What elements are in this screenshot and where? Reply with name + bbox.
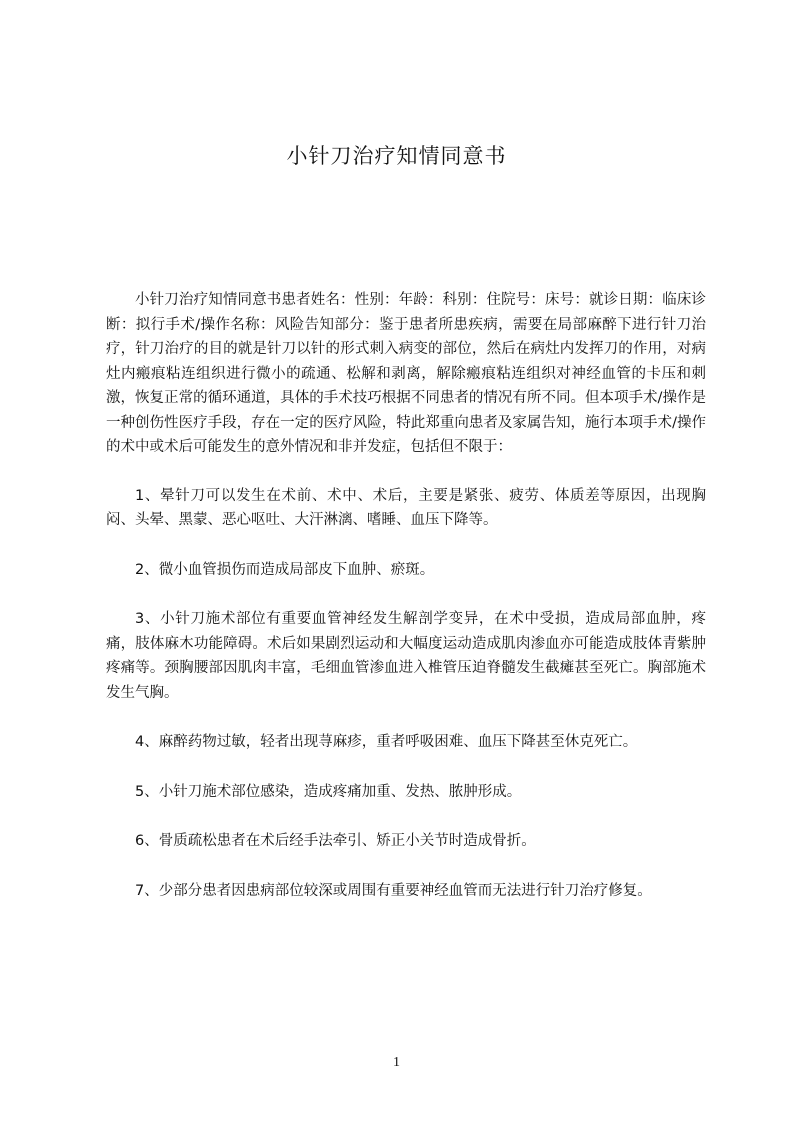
risk-item-2: 2、微小血管损伤而造成局部皮下血肿、瘀斑。 [135,561,435,578]
risk-item-6: 6、骨质疏松患者在术后经手法牵引、矫正小关节时造成骨折。 [135,833,536,849]
document-title: 小针刀治疗知情同意书 [286,144,507,168]
page-number: 1 [393,1055,400,1070]
risk-item-7: 7、少部分患者因患病部位较深或周围有重要神经血管而无法进行针刀治疗修复。 [135,882,652,899]
risk-item-4: 4、麻醉药物过敏，轻者出现荨麻疹，重者呼吸困难、血压下降甚至休克死亡。 [135,734,638,750]
risk-item-3: 3、小针刀施术部位有重要血管神经发生解剖学变异，在术中受损，造成局部血肿，疼痛，肢体麻木功能障碍。术后如果剧烈运动和大幅度运动造成肌肉渗血亦可能造成肢体青紫肿疼痛等。颈胸腰部因肌肉丰富，毛细血管渗血进入椎管压迫脊髓发生截瘫甚至死亡。胸部施术发生气胸。 [106,611,706,701]
risk-item-1: 1、晕针刀可以发生在术前、术中、术后，主要是紧张、疲劳、体质差等原因，出现胸闷、头晕、黑蒙、恶心呕吐、大汗淋漓、嗜睡、血压下降等。 [106,487,706,528]
risk-item-5: 5、小针刀施术部位感染，造成疼痛加重、发热、脓肿形成。 [135,783,522,800]
document-body [106,288,706,928]
intro-paragraph: 小针刀治疗知情同意书患者姓名：性别：年龄：科别：住院号：床号：就诊日期：临床诊断：拟行手术/操作名称：风险告知部分：鉴于患者所患疾病，需要在局部麻醉下进行针刀治疗，针刀治疗的目的就是针刀以针的形式刺入病变的部位，然后在病灶内发挥刀的作用，对病灶内瘢痕粘连组织进行微小的疏通、松解和剥离，解除瘢痕粘连组织对神经血管的卡压和刺激，恢复正常的循环通道，具体的手术技巧根据不同患者的情况有所不同。但本项手术/操作是一种创伤性医疗手段，存在一定的医疗风险，特此郑重向患者及家属告知，施行本项手术/操作的术中或术后可能发生的意外情况和非并发症，包括但不限于： [106,292,706,455]
